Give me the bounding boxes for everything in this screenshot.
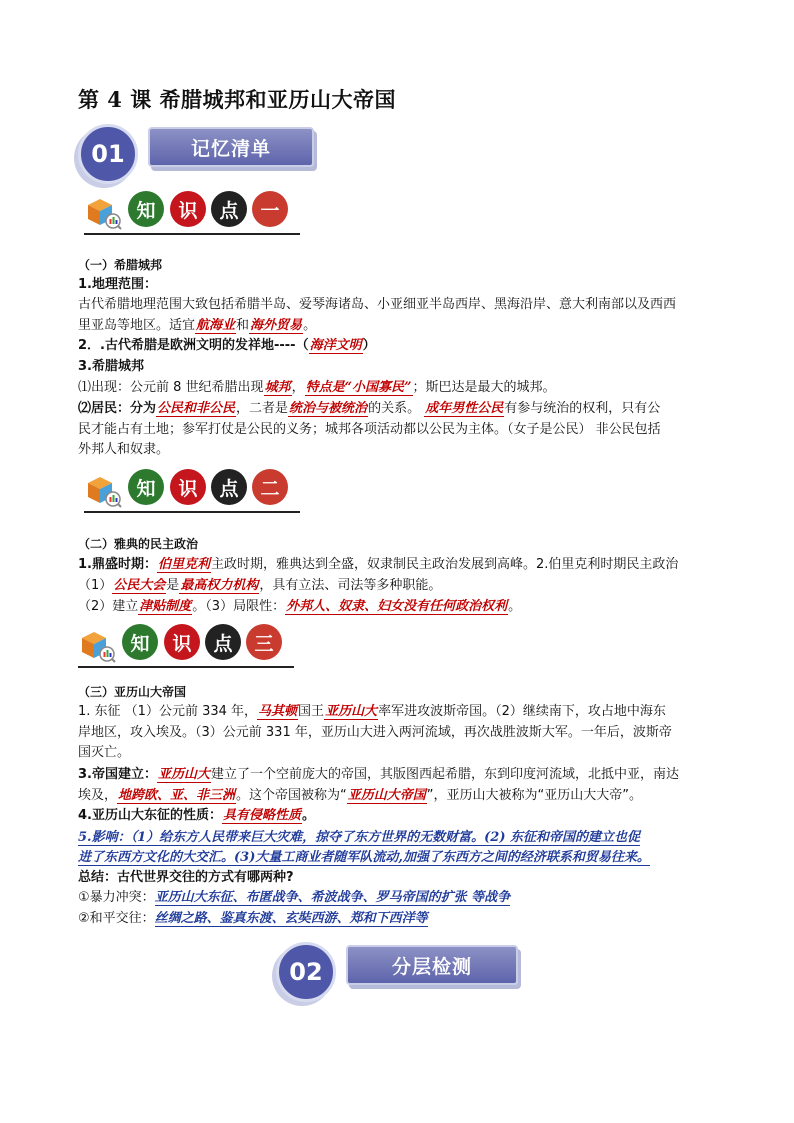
civilization-line: [78, 337, 376, 355]
kp-char-dian: 点: [211, 469, 247, 505]
text: 建立了一个空前庞大的帝国，其版图西起希腊，东到印度河流域，北抵中亚，南达: [211, 767, 680, 782]
answer-fill: 航海业: [196, 318, 236, 333]
geo-text-line2: [78, 317, 316, 335]
expedition-line3: 国灭亡。: [78, 745, 131, 760]
influence-line2: [78, 849, 650, 867]
text: 。: [508, 599, 522, 614]
kp-number: 三: [246, 624, 282, 660]
text: 的关系。: [368, 401, 421, 416]
answer-fill: 特点是“小国寡民”: [305, 380, 412, 395]
nature-line: [78, 807, 315, 825]
text: 率军进攻波斯帝国。（2）继续南下，攻占地中海东: [378, 704, 666, 719]
city-state-title: 3.希腊城邦: [78, 359, 144, 374]
kp-char-dian: 点: [205, 624, 241, 660]
answer-fill: 亚历山大: [157, 767, 210, 782]
geo-title: 1.地理范围：: [78, 277, 157, 292]
text: ”，亚历山大被称为“亚历山大大帝”。: [426, 788, 643, 803]
answer-fill: 统治与被统治: [289, 401, 368, 416]
kp-char-shi: 识: [170, 191, 206, 227]
residents-line1: [78, 400, 660, 418]
text: 是: [166, 578, 180, 593]
answer-fill: 成年男性公民: [425, 401, 504, 416]
answer-fill: 5.影响：（1）给东方人民带来巨大灾难，掠夺了东方世界的无数财富。(2) 东征和帝国的建立也促: [78, 830, 640, 845]
section-heading-greek-city-states: （一）希腊城邦: [78, 258, 163, 272]
answer-fill: 海洋文明: [309, 338, 362, 353]
text: 有参与统治的权利，只有公: [504, 401, 661, 416]
answer-fill: 外邦人、奴隶、妇女没有任何政治权利: [286, 599, 508, 614]
text: ②和平交往：: [78, 911, 155, 926]
text: 埃及，: [78, 788, 118, 803]
text: ，: [291, 380, 305, 395]
answer-fill: 马其顿: [258, 704, 298, 719]
kp-char-zhi: 知: [128, 469, 164, 505]
text: ⑵居民：分为: [78, 401, 157, 416]
text: ，二者是: [236, 401, 289, 416]
cube-chart-icon: [84, 473, 122, 509]
banner-label: 记忆清单: [148, 127, 314, 167]
kp-divider: [84, 511, 300, 513]
text: 里亚岛等地区。适宜: [78, 318, 196, 333]
answer-fill: 具有侵略性质: [222, 808, 301, 823]
geo-text-line1: 古代希腊地理范围大致包括希腊半岛、爱琴海诸岛、小亚细亚半岛西岸、黑海沿岸、意大利南部以及西西: [78, 297, 677, 312]
text: 主政时期，雅典达到全盛，奴隶制民主政治发展到高峰。2.伯里克利时期民主政治: [211, 557, 679, 572]
summary-question: 总结：古代世界交往的方式有哪两种?: [78, 870, 294, 885]
violent-conflict-line: [78, 889, 510, 907]
answer-fill: 津贴制度: [139, 599, 192, 614]
kp-divider: [84, 233, 300, 235]
peaceful-exchange-line: [78, 910, 428, 928]
text: 2．.古代希腊是欧洲文明的发祥地----（: [78, 338, 309, 353]
text: 3.帝国建立：: [78, 767, 157, 782]
text: 国王: [298, 704, 325, 719]
empire-line1: [78, 766, 679, 784]
text: （1）: [78, 578, 113, 593]
kp-char-shi: 识: [170, 469, 206, 505]
text: 1.鼎盛时期：: [78, 557, 157, 572]
residents-line3: 外邦人和奴隶。: [78, 442, 170, 457]
kp-char-zhi: 知: [122, 624, 158, 660]
answer-fill: 丝绸之路、鉴真东渡、玄奘西游、郑和下西洋等: [154, 911, 428, 926]
kp-char-dian: 点: [211, 191, 247, 227]
knowledge-point-header-3: [78, 624, 294, 666]
kp-divider: [78, 666, 294, 668]
text: 和: [236, 318, 250, 333]
banner-number-badge: 02: [276, 942, 336, 1002]
expedition-line2: 岸地区，攻入埃及。（3）公元前 331 年，亚历山大进入两河流域，再次战胜波斯大军。一年后，波斯帝: [78, 725, 672, 740]
empire-line2: [78, 787, 642, 805]
text: （2）建立: [78, 599, 139, 614]
text: 。（3）局限性：: [192, 599, 286, 614]
allowance-limitation-line: [78, 598, 521, 616]
knowledge-point-header-1: [84, 191, 300, 233]
section-banner-layered-test: [276, 942, 526, 1002]
answer-fill: 公民大会: [113, 578, 166, 593]
knowledge-point-header-2: [84, 469, 300, 511]
answer-fill: 伯里克利: [157, 557, 210, 572]
answer-fill: 亚历山大: [325, 704, 378, 719]
kp-char-zhi: 知: [128, 191, 164, 227]
kp-number: 一: [252, 191, 288, 227]
text: ，具有立法、司法等多种职能。: [259, 578, 442, 593]
text: 4.亚历山大东征的性质：: [78, 808, 222, 823]
text: 。: [303, 318, 317, 333]
assembly-line: [78, 577, 441, 595]
answer-fill: 公民和非公民: [157, 401, 236, 416]
kp-number: 二: [252, 469, 288, 505]
answer-fill: 进了东西方文化的大交汇。(3)大量工商业者随军队流动,加强了东西方之间的经济联系和贸易往来。: [78, 850, 650, 865]
kp-char-shi: 识: [164, 624, 200, 660]
answer-fill: 亚历山大帝国: [347, 788, 426, 803]
banner-label: 分层检测: [346, 945, 518, 985]
text: ⑴出现：公元前 8 世纪希腊出现: [78, 380, 264, 395]
expedition-line1: [78, 703, 666, 721]
text: 。这个帝国被称为“: [236, 788, 347, 803]
text: ；斯巴达是最大的城邦。: [412, 380, 556, 395]
text: 1. 东征 （1）公元前 334 年，: [78, 704, 258, 719]
text: ）: [362, 338, 376, 353]
answer-fill: 城邦: [264, 380, 291, 395]
banner-number-badge: 01: [78, 124, 138, 184]
answer-fill: 最高权力机构: [180, 578, 259, 593]
influence-line1: [78, 829, 640, 847]
cube-chart-icon: [78, 628, 116, 664]
answer-fill: 地跨欧、亚、非三洲: [118, 788, 236, 803]
text: 。: [302, 808, 316, 823]
peak-period-line: [78, 556, 678, 574]
cube-chart-icon: [84, 195, 122, 231]
appearance-line: [78, 379, 556, 397]
answer-fill: 亚历山大东征、布匿战争、希波战争、罗马帝国的扩张 等战争: [154, 890, 511, 905]
residents-line2: 民才能占有土地；参军打仗是公民的义务；城邦各项活动都以公民为主体。（女子是公民） 非公民包括: [78, 422, 661, 437]
page-title: 第 4 课 希腊城邦和亚历山大帝国: [78, 87, 397, 112]
section-banner-memory: [78, 124, 318, 184]
answer-fill: 海外贸易: [250, 318, 303, 333]
section-heading-alexander-empire: （三）亚历山大帝国: [78, 685, 187, 699]
section-heading-athens-democracy: （二）雅典的民主政治: [78, 537, 199, 551]
text: ①暴力冲突：: [78, 890, 155, 905]
